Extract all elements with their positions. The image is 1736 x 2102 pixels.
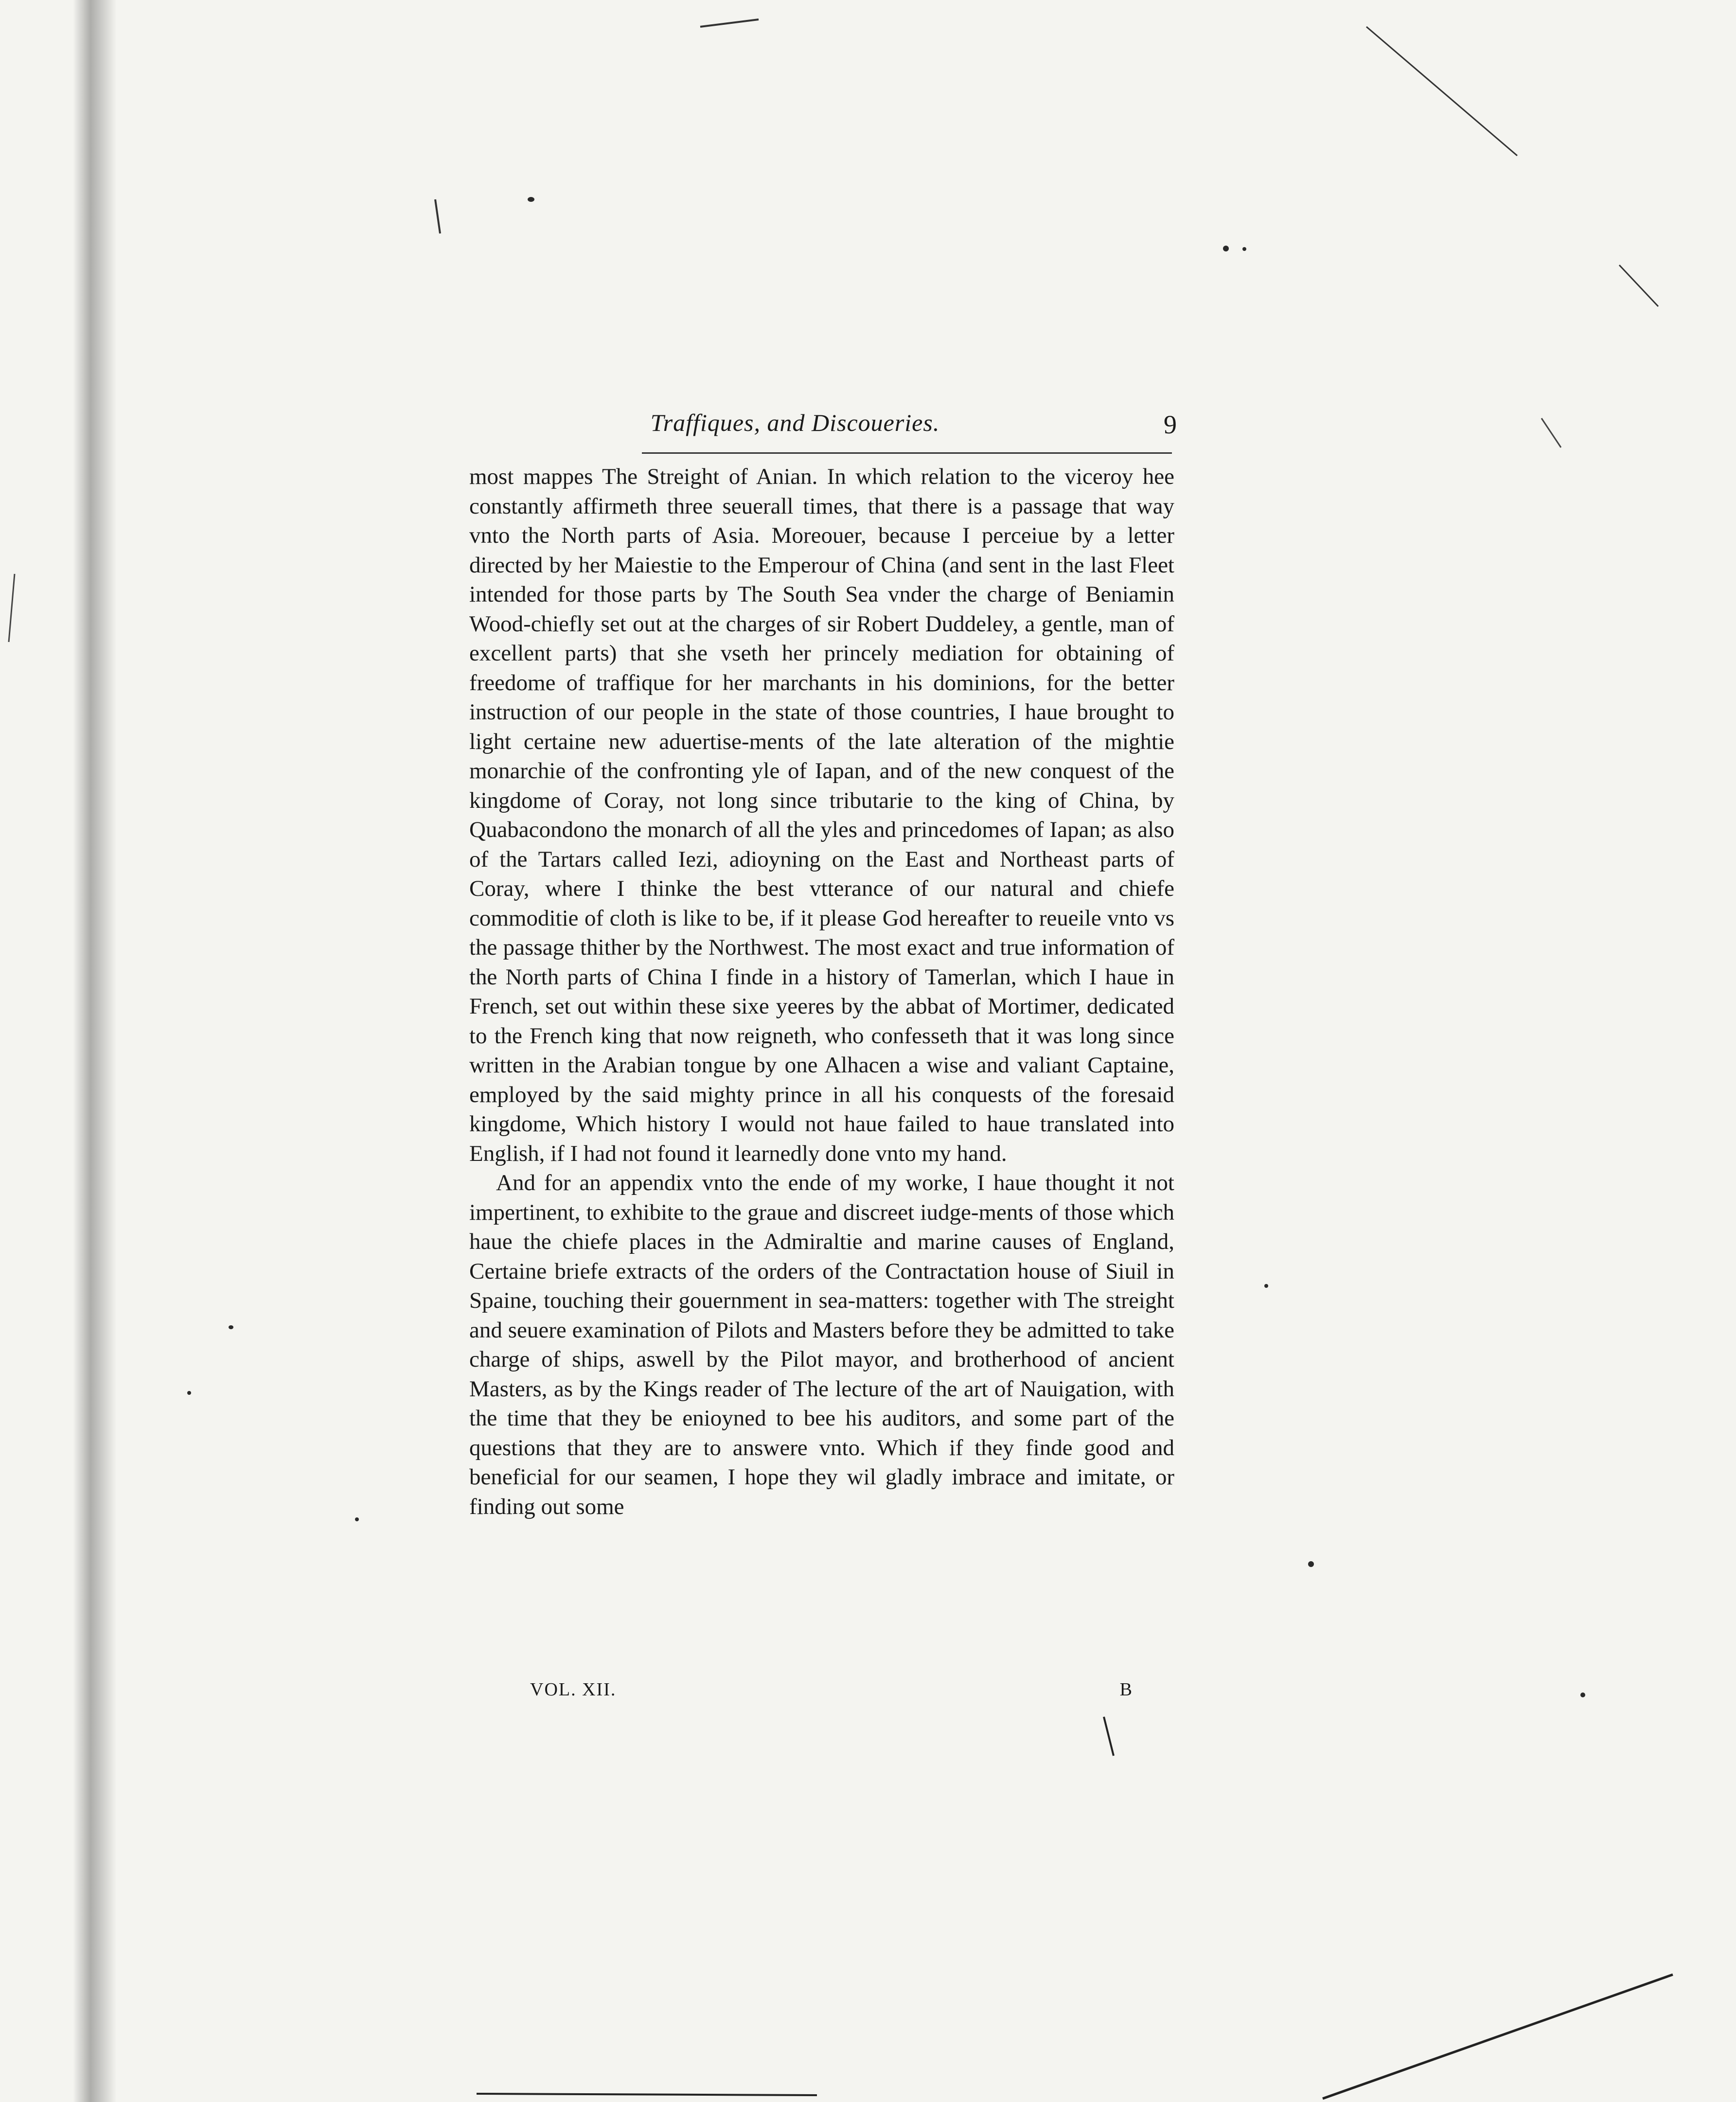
paragraph: most mappes The Streight of Anian. In which relation to the viceroy hee constantly affirmeth three seuerall times, that there is a passage that way vnto the North parts of Asia. Moreouer, because I perceiue by a letter directed by her Maiestie to the Emperour of China (and sent in the last Fleet intended for those parts by The South Sea vnder the charge of Beniamin Wood-chiefly set out at the charges of sir Robert Duddeley, a gentle, man of excellent parts) that she vseth her princely mediation for obtaining of freedome of traffique for her marchants in his dominions, for the better instruction of our people in the state of those countries, I haue brought to light certaine new aduertise-ments of the late alteration of the mightie monarchie of the confronting yle of Iapan, and of the new conquest of the kingdome of Coray, not long since tributarie to the king of China, by Quabacondono the monarch of all the yles and princedomes of Iapan; as also of the Tartars called Iezi, adioyning on the East and Northeast parts of Coray, where I thinke the best vtterance of our natural and chiefe commoditie of cloth is like to be, if it please God hereafter to reueile vnto vs the passage thither by the Northwest. The most exact and true information of the North parts of China I finde in a history of Tamerlan, which I haue in French, set out within these sixe yeeres by the abbat of Mortimer, dedicated to the French king that now reigneth, who confesseth that it was long since written in the Arabian tongue by one Alhacen a wise and valiant Captaine, employed by the said mighty prince in all his conquests of the foresaid kingdome, Which history I would not haue failed to haue translated into English, if I had not found it learnedly done vnto my hand. <box>469 464 1174 1166</box>
page-footer <box>530 1679 1133 1708</box>
signature-mark: B <box>1119 1679 1133 1700</box>
paragraph: And for an appendix vnto the ende of my worke, I haue thought it not impertinent, to exhibite to the graue and discreet iudge-ments of those which haue the chiefe places in the Admiraltie and marine causes of England, Certaine briefe extracts of the orders of the Contractation house of Siuil in Spaine, touching their gouernment in sea-matters: together with The streight and seuere examination of Pilots and Masters before they be admitted to take charge of ships, aswell by the Pilot mayor, and brotherhood of ancient Masters, as by the Kings reader of The lecture of the art of Nauigation, with the time that they be enioyned to bee his auditors, and some part of the questions that they are to answere vnto. Which if they finde good and beneficial for our seamen, I hope they wil gladly imbrace and imitate, or finding out some <box>469 1170 1174 1519</box>
running-head: Traffiques, and Discoueries. <box>650 409 940 436</box>
page-header <box>467 404 1177 457</box>
header-rule <box>642 452 1172 454</box>
page-number: 9 <box>1164 410 1177 439</box>
body-text <box>469 462 1174 1521</box>
volume-label: VOL. XII. <box>530 1679 617 1700</box>
